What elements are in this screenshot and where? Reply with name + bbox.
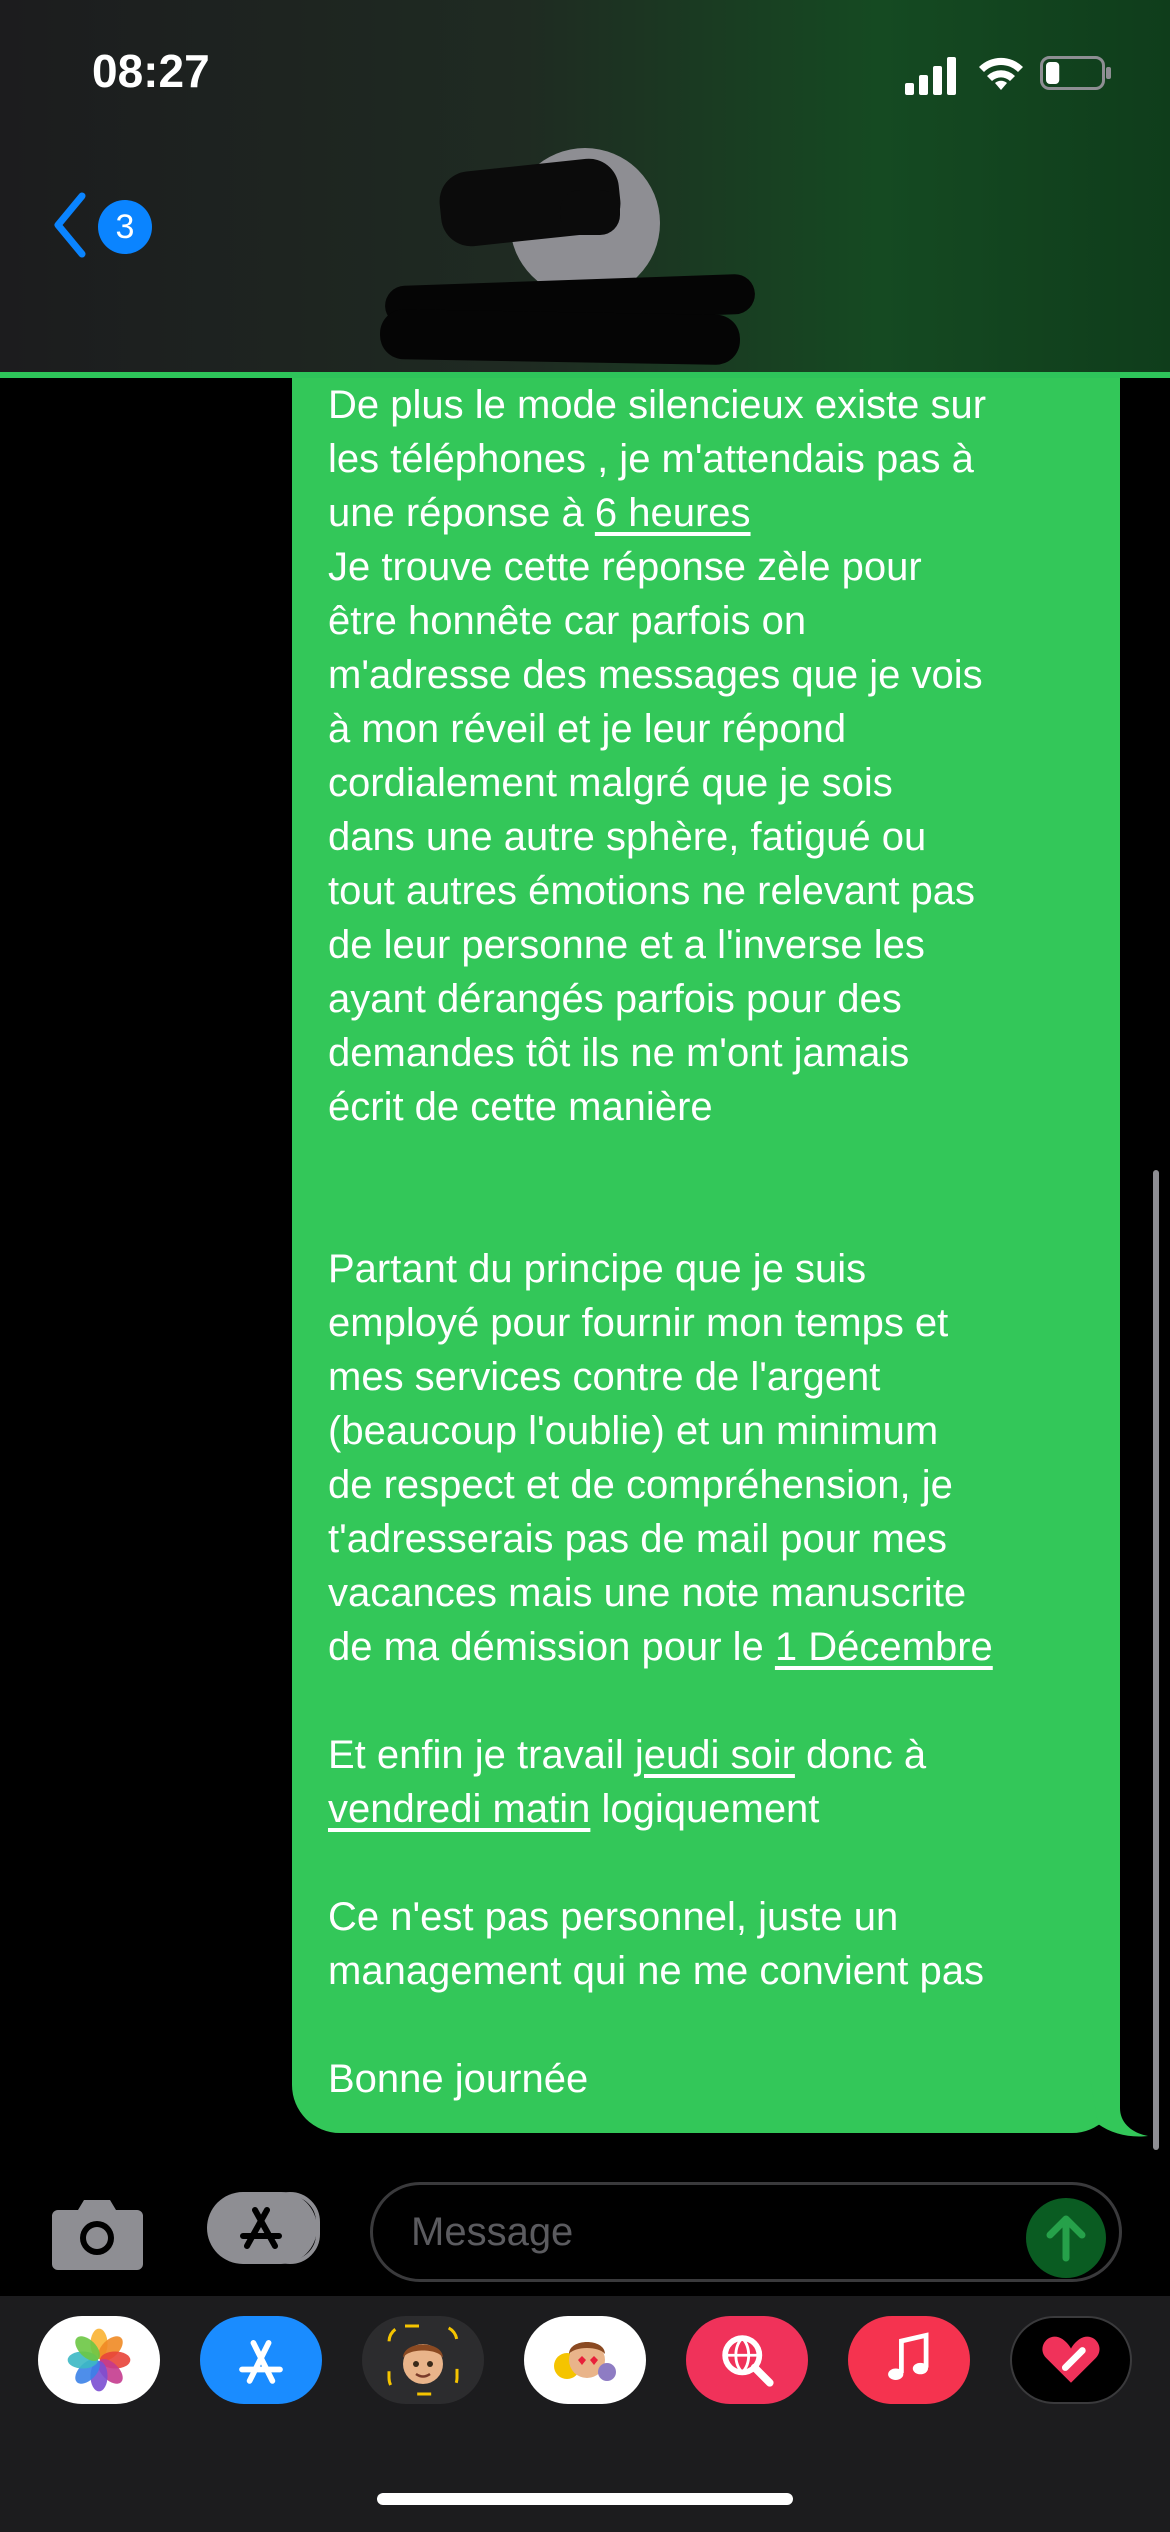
photos-icon: [61, 2322, 137, 2398]
detected-link[interactable]: jeudi soir: [634, 1733, 795, 1777]
message-text-segment: Je trouve cette réponse zèle pour être honnête car parfois on m'adresse des messages que je vois à mon réveil et je leur répond cordialement malgré que je sois dans une autre sphère, fatigué ou tout autres émotions ne relevant pas de leur personne et a l'inverse les ayant dérangés parfois pour des demandes tôt ils ne m'ont jamais écrit de cette manière Partant du principe que je suis employé pour fournir mon temps et mes services contre de l'argent (beaucoup l'oublie) et un minimum de respect et de compréhension, je t'adresserais pas de mail pour mes vacances mais une note manuscrite de ma démission pour le: [328, 545, 983, 1669]
scroll-indicator[interactable]: [1153, 1170, 1159, 2150]
detected-link[interactable]: vendredi matin: [328, 1787, 591, 1831]
message-input[interactable]: [370, 2182, 1122, 2282]
message-text: [328, 378, 1118, 2106]
battery-icon: [1040, 56, 1112, 90]
app-store-icon: [223, 2322, 299, 2398]
arrow-up-icon: [1026, 2198, 1106, 2278]
message-text-segment: De plus le mode silencieux existe sur les téléphones , je m'attendais pas à une réponse à: [328, 383, 987, 535]
input-bar: [0, 2170, 1170, 2300]
redaction-mark: [560, 190, 620, 235]
unread-badge: 3: [98, 200, 152, 254]
wifi-icon: [976, 52, 1026, 92]
digital-touch-app-button[interactable]: [1010, 2316, 1132, 2404]
detected-link[interactable]: 1 Décembre: [774, 1625, 993, 1669]
message-text-segment: Et enfin je travail: [328, 1733, 624, 1777]
memoji-stickers-icon: [545, 2320, 625, 2400]
home-indicator[interactable]: [377, 2493, 793, 2505]
message-text-segment: logiquement Ce n'est pas personnel, juste un management qui ne me convient pas Bonne journée: [328, 1787, 984, 2101]
app-store-app-button[interactable]: [200, 2316, 322, 2404]
signal-icon: [905, 55, 959, 95]
chevron-left-icon: [50, 190, 90, 260]
image-search-icon: [709, 2322, 785, 2398]
message-text-segment: donc à: [806, 1733, 927, 1777]
photos-app-button[interactable]: [38, 2316, 160, 2404]
app-store-icon: [207, 2192, 317, 2264]
music-icon: [871, 2322, 947, 2398]
message-list[interactable]: [0, 378, 1170, 2178]
redaction-mark: [380, 309, 741, 365]
memoji-stickers-app-button[interactable]: [524, 2316, 646, 2404]
app-store-button[interactable]: [207, 2192, 317, 2264]
back-button[interactable]: [50, 190, 160, 260]
conversation-header: [0, 0, 1170, 378]
camera-icon[interactable]: [50, 2192, 145, 2272]
image-search-app-button[interactable]: [686, 2316, 808, 2404]
status-time: 08:27: [92, 45, 210, 97]
memoji-icon: [383, 2320, 463, 2400]
detected-link[interactable]: 6 heures: [594, 491, 751, 535]
memoji-app-button[interactable]: [362, 2316, 484, 2404]
digital-touch-icon: [1033, 2322, 1109, 2398]
music-app-button[interactable]: [848, 2316, 970, 2404]
send-button[interactable]: [1026, 2198, 1106, 2278]
